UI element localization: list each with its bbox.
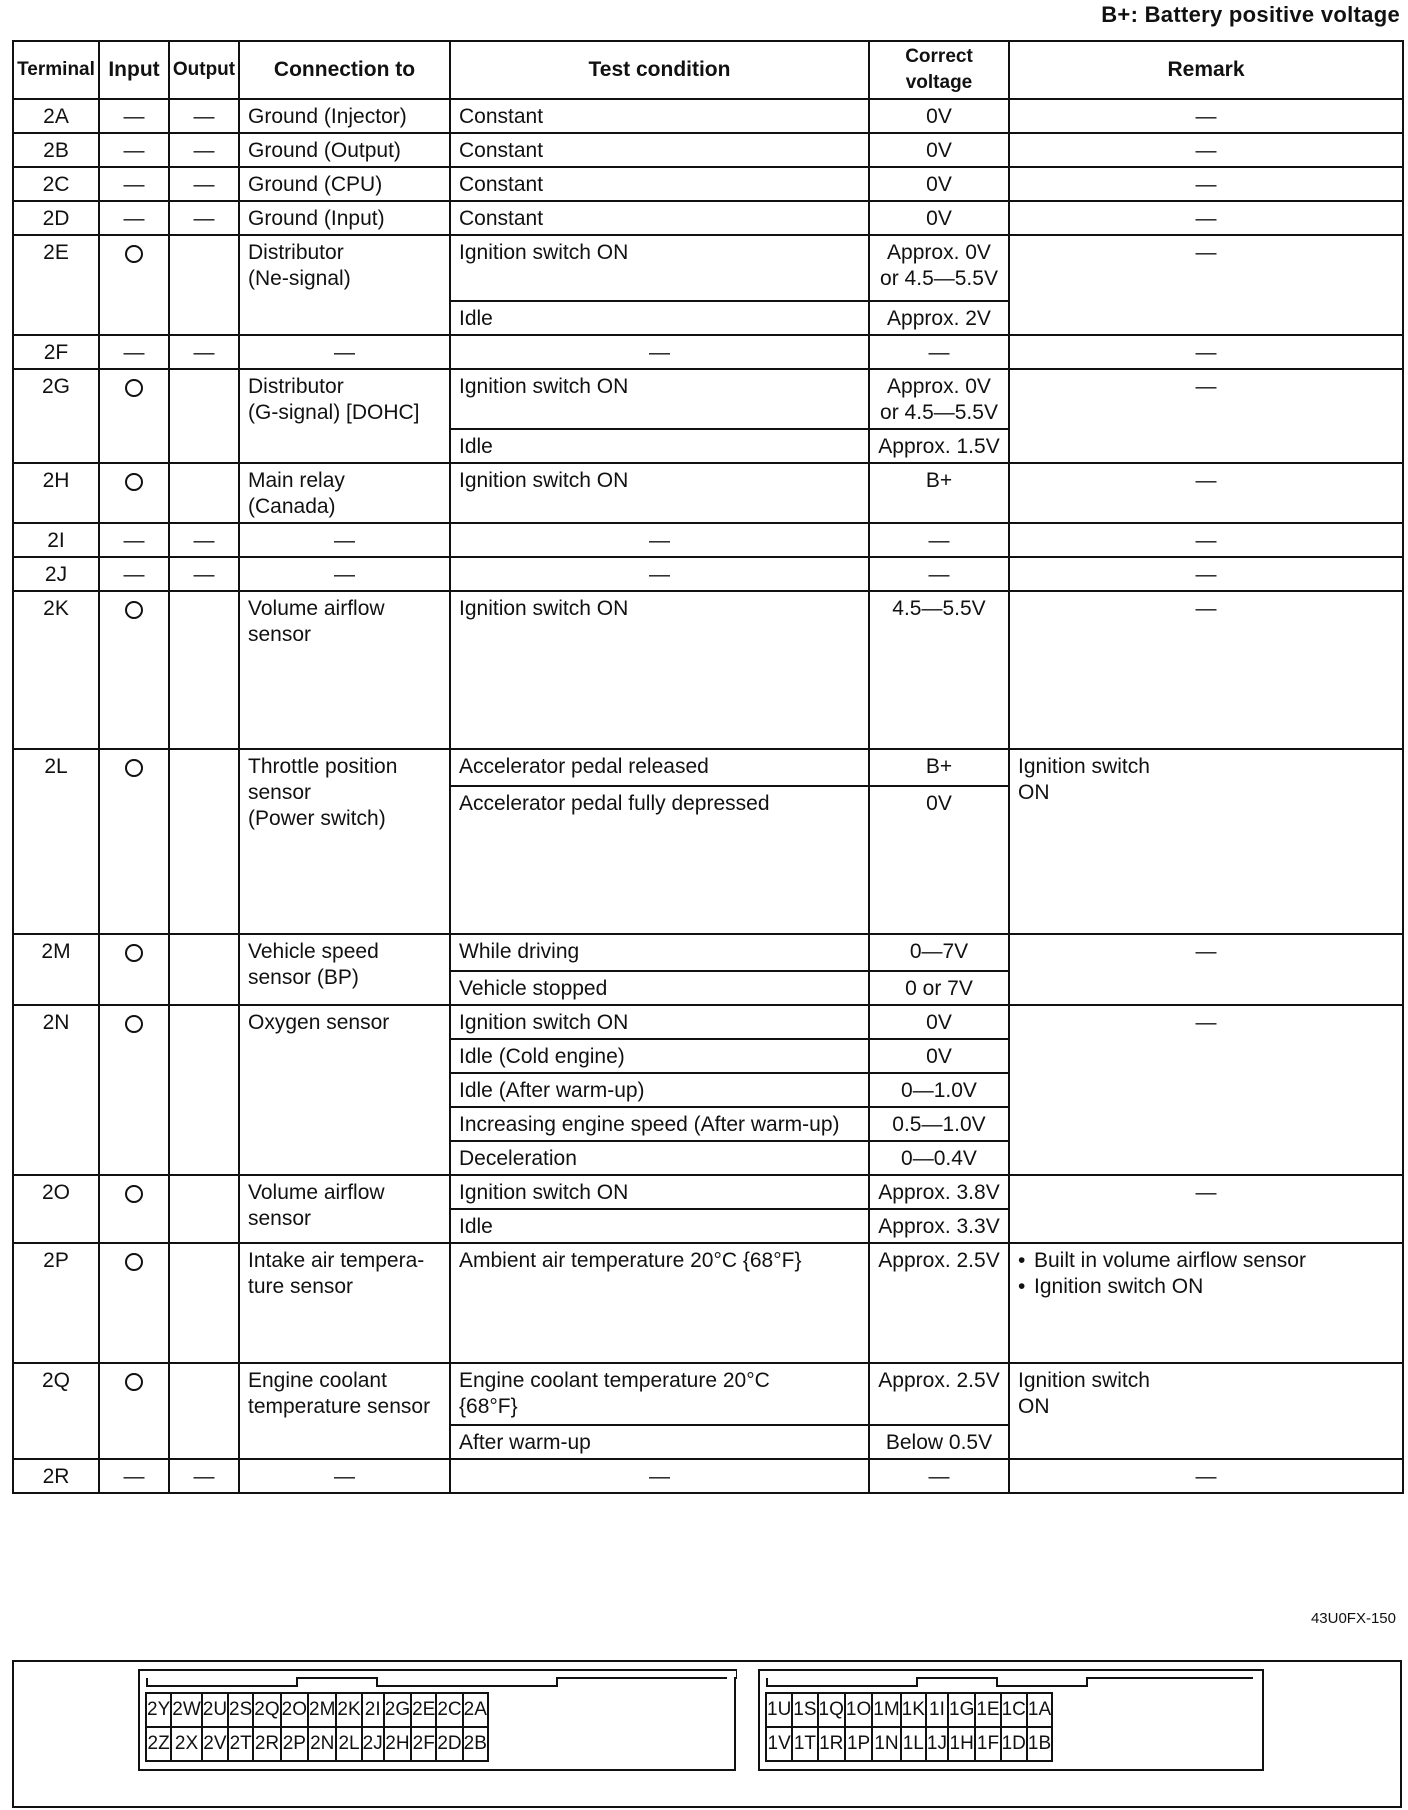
connection-cell: Volume airflow sensor — [239, 591, 450, 749]
connector-pin: 1N — [872, 1727, 900, 1761]
connection-cell: Intake air tempera- ture sensor — [239, 1243, 450, 1363]
input-circle-icon — [125, 601, 143, 619]
output-cell — [169, 1175, 239, 1243]
terminal-cell: 2H — [13, 463, 99, 523]
connection-cell: — — [239, 1459, 450, 1493]
remark-cell: — — [1009, 1005, 1403, 1175]
remark-cell: — — [1009, 235, 1403, 335]
test-condition-cell: Idle (After warm-up) — [450, 1073, 869, 1107]
test-condition-cell: Ignition switch ON — [450, 235, 869, 301]
voltage-cell: — — [869, 523, 1009, 557]
connector-1-pins — [765, 1692, 1053, 1762]
connector-pin: 1E — [975, 1693, 1000, 1727]
terminal-cell: 2E — [13, 235, 99, 335]
output-cell: — — [169, 99, 239, 133]
test-condition-cell: Vehicle stopped — [450, 971, 869, 1005]
connector-pin: 2X — [171, 1727, 202, 1761]
voltage-cell: Approx. 2.5V — [869, 1363, 1009, 1425]
connector-pin: 1I — [926, 1693, 948, 1727]
remark-cell: — — [1009, 369, 1403, 463]
test-condition-cell: While driving — [450, 934, 869, 971]
connector-pin-row — [766, 1693, 1052, 1727]
table-row — [13, 99, 1403, 133]
terminal-cell: 2M — [13, 934, 99, 1005]
test-condition-cell: Ignition switch ON — [450, 369, 869, 429]
connection-cell: Volume airflow sensor — [239, 1175, 450, 1243]
input-cell — [99, 1363, 169, 1459]
col-connection: Connection to — [239, 41, 450, 99]
col-correct-voltage: Correct voltage — [869, 41, 1009, 99]
test-condition-cell: Idle — [450, 301, 869, 335]
test-condition-cell: — — [450, 557, 869, 591]
voltage-cell: — — [869, 557, 1009, 591]
voltage-cell: Approx. 3.8V — [869, 1175, 1009, 1209]
output-cell — [169, 235, 239, 335]
connector-pin: 2P — [281, 1727, 308, 1761]
input-cell — [99, 1243, 169, 1363]
connector-pin: 2Q — [253, 1693, 280, 1727]
connector-pin: 2V — [202, 1727, 228, 1761]
remark-cell: Ignition switch ON — [1009, 1363, 1403, 1459]
output-cell — [169, 463, 239, 523]
input-cell: — — [99, 167, 169, 201]
remark-cell: — — [1009, 463, 1403, 523]
voltage-cell: 0—7V — [869, 934, 1009, 971]
connection-cell: — — [239, 335, 450, 369]
input-cell: — — [99, 335, 169, 369]
table-row — [13, 1459, 1403, 1493]
remark-cell: — — [1009, 557, 1403, 591]
connector-2-pins — [145, 1692, 489, 1762]
connector-pin: 1B — [1027, 1727, 1052, 1761]
voltage-cell: B+ — [869, 463, 1009, 523]
connection-cell: Main relay (Canada) — [239, 463, 450, 523]
table-row — [13, 201, 1403, 235]
test-condition-cell: Ignition switch ON — [450, 591, 869, 749]
connection-cell: Ground (Output) — [239, 133, 450, 167]
input-cell — [99, 235, 169, 335]
output-cell — [169, 1363, 239, 1459]
voltage-cell: 0V — [869, 133, 1009, 167]
table-row — [13, 235, 1403, 301]
voltage-cell: 0V — [869, 201, 1009, 235]
terminal-cell: 2P — [13, 1243, 99, 1363]
input-circle-icon — [125, 759, 143, 777]
voltage-cell: 0—0.4V — [869, 1141, 1009, 1175]
test-condition-cell: Deceleration — [450, 1141, 869, 1175]
connector-pin: 2F — [411, 1727, 436, 1761]
voltage-cell: 0V — [869, 99, 1009, 133]
connector-pin: 2M — [308, 1693, 336, 1727]
connector-pin: 2I — [362, 1693, 384, 1727]
connector-pin: 1F — [975, 1727, 1000, 1761]
test-condition-cell: Ignition switch ON — [450, 463, 869, 523]
table-row — [13, 1363, 1403, 1425]
table-row — [13, 463, 1403, 523]
output-cell — [169, 934, 239, 1005]
voltage-cell: Approx. 2V — [869, 301, 1009, 335]
voltage-cell: 4.5—5.5V — [869, 591, 1009, 749]
connection-cell: Ground (Injector) — [239, 99, 450, 133]
test-condition-cell: Idle — [450, 429, 869, 463]
input-cell: — — [99, 201, 169, 235]
connector-pin: 2J — [362, 1727, 384, 1761]
remark-cell: — — [1009, 1459, 1403, 1493]
remark-item: • Built in volume airflow sensor — [1018, 1248, 1394, 1274]
input-circle-icon — [125, 245, 143, 263]
connector-pin: 2D — [436, 1727, 462, 1761]
output-cell: — — [169, 167, 239, 201]
table-row — [13, 369, 1403, 429]
output-cell: — — [169, 335, 239, 369]
input-cell — [99, 369, 169, 463]
connector-pin: 1T — [792, 1727, 817, 1761]
table-row — [13, 557, 1403, 591]
remark-cell: — — [1009, 934, 1403, 1005]
input-circle-icon — [125, 1185, 143, 1203]
voltage-cell: — — [869, 1459, 1009, 1493]
connector-pin: 2B — [463, 1727, 488, 1761]
connector-pin: 1P — [845, 1727, 872, 1761]
connection-cell: Ground (CPU) — [239, 167, 450, 201]
input-cell — [99, 1175, 169, 1243]
connector-pin: 2W — [171, 1693, 202, 1727]
terminal-cell: 2A — [13, 99, 99, 133]
remark-list — [1018, 1248, 1394, 1300]
connector-pin: 1U — [766, 1693, 792, 1727]
terminal-voltage-table — [12, 40, 1404, 1494]
voltage-cell: Approx. 0V or 4.5—5.5V — [869, 369, 1009, 429]
input-cell: — — [99, 557, 169, 591]
terminal-cell: 2D — [13, 201, 99, 235]
connector-pin: 2R — [253, 1727, 280, 1761]
table-header-row — [13, 41, 1403, 99]
connector-pin: 2K — [336, 1693, 361, 1727]
remark-cell: — — [1009, 201, 1403, 235]
voltage-cell: Approx. 0V or 4.5—5.5V — [869, 235, 1009, 301]
connector-pin: 1L — [901, 1727, 926, 1761]
remark-item: • Ignition switch ON — [1018, 1274, 1394, 1300]
input-cell: — — [99, 133, 169, 167]
input-cell — [99, 934, 169, 1005]
col-output: Output — [169, 41, 239, 99]
table-row — [13, 133, 1403, 167]
voltage-cell: 0.5—1.0V — [869, 1107, 1009, 1141]
voltage-cell: 0—1.0V — [869, 1073, 1009, 1107]
table-row — [13, 749, 1403, 786]
voltage-cell: Approx. 1.5V — [869, 429, 1009, 463]
table-row — [13, 1005, 1403, 1039]
input-cell — [99, 591, 169, 749]
output-cell: — — [169, 1459, 239, 1493]
connector-pin: 1C — [1001, 1693, 1027, 1727]
connector-pin: 1D — [1001, 1727, 1027, 1761]
connection-cell: Distributor (G-signal) [DOHC] — [239, 369, 450, 463]
connector-pin: 1Q — [818, 1693, 845, 1727]
voltage-cell: 0V — [869, 786, 1009, 934]
connection-cell: — — [239, 523, 450, 557]
terminal-cell: 2Q — [13, 1363, 99, 1459]
terminal-cell: 2C — [13, 167, 99, 201]
connection-cell: Throttle position sensor (Power switch) — [239, 749, 450, 934]
output-cell: — — [169, 523, 239, 557]
table-row — [13, 934, 1403, 971]
input-circle-icon — [125, 944, 143, 962]
remark-cell: — — [1009, 133, 1403, 167]
test-condition-cell: Engine coolant temperature 20°C {68°F} — [450, 1363, 869, 1425]
battery-voltage-note: B+: Battery positive voltage — [1101, 2, 1400, 27]
terminal-cell: 2K — [13, 591, 99, 749]
voltage-cell: Approx. 3.3V — [869, 1209, 1009, 1243]
connector-pin-row — [146, 1727, 488, 1761]
table-row — [13, 335, 1403, 369]
remark-cell: — — [1009, 167, 1403, 201]
col-input: Input — [99, 41, 169, 99]
connector-pin: 2O — [281, 1693, 308, 1727]
input-cell: — — [99, 523, 169, 557]
terminal-cell: 2L — [13, 749, 99, 934]
connection-cell: Distributor (Ne-signal) — [239, 235, 450, 335]
input-cell: — — [99, 99, 169, 133]
connection-cell: — — [239, 557, 450, 591]
input-circle-icon — [125, 473, 143, 491]
connector-pin: 2H — [384, 1727, 411, 1761]
table-row — [13, 167, 1403, 201]
remark-cell: — — [1009, 1175, 1403, 1243]
connection-cell: Ground (Input) — [239, 201, 450, 235]
connector-pin: 2Z — [146, 1727, 171, 1761]
input-circle-icon — [125, 1373, 143, 1391]
terminal-cell: 2R — [13, 1459, 99, 1493]
input-circle-icon — [125, 1253, 143, 1271]
terminal-cell: 2F — [13, 335, 99, 369]
terminal-cell: 2J — [13, 557, 99, 591]
output-cell: — — [169, 201, 239, 235]
connector-pin: 2U — [202, 1693, 228, 1727]
test-condition-cell: Accelerator pedal fully depressed — [450, 786, 869, 934]
connector-pin: 1H — [948, 1727, 975, 1761]
output-cell — [169, 369, 239, 463]
voltage-cell: 0V — [869, 167, 1009, 201]
test-condition-cell: Ignition switch ON — [450, 1005, 869, 1039]
terminal-cell: 2I — [13, 523, 99, 557]
voltage-cell: Approx. 2.5V — [869, 1243, 1009, 1363]
connector-pin: 1J — [926, 1727, 948, 1761]
input-cell — [99, 749, 169, 934]
connector-pin: 2L — [336, 1727, 361, 1761]
terminal-cell: 2B — [13, 133, 99, 167]
connector-pin: 1R — [818, 1727, 845, 1761]
output-cell: — — [169, 133, 239, 167]
connector-pin-row — [766, 1727, 1052, 1761]
connector-pin: 2E — [411, 1693, 436, 1727]
voltage-cell: B+ — [869, 749, 1009, 786]
voltage-cell: 0V — [869, 1039, 1009, 1073]
connection-cell: Oxygen sensor — [239, 1005, 450, 1175]
remark-cell — [1009, 1243, 1403, 1363]
col-test-condition: Test condition — [450, 41, 869, 99]
output-cell — [169, 1005, 239, 1175]
test-condition-cell: Constant — [450, 201, 869, 235]
test-condition-cell: Accelerator pedal released — [450, 749, 869, 786]
connector-pin: 2Y — [146, 1693, 171, 1727]
table-row — [13, 1243, 1403, 1363]
figure-code: 43U0FX-150 — [1310, 1610, 1396, 1627]
test-condition-cell: Increasing engine speed (After warm-up) — [450, 1107, 869, 1141]
input-circle-icon — [125, 379, 143, 397]
connection-cell: Vehicle speed sensor (BP) — [239, 934, 450, 1005]
connector-pin-row — [146, 1693, 488, 1727]
test-condition-cell: — — [450, 523, 869, 557]
input-cell: — — [99, 1459, 169, 1493]
test-condition-cell: Constant — [450, 99, 869, 133]
test-condition-cell: Ambient air temperature 20°C {68°F} — [450, 1243, 869, 1363]
output-cell: — — [169, 557, 239, 591]
connector-pin: 1G — [948, 1693, 975, 1727]
remark-cell: — — [1009, 523, 1403, 557]
remark-cell: Ignition switch ON — [1009, 749, 1403, 934]
terminal-cell: 2O — [13, 1175, 99, 1243]
voltage-cell: Below 0.5V — [869, 1425, 1009, 1459]
connector-pin: 2G — [384, 1693, 411, 1727]
input-cell — [99, 1005, 169, 1175]
test-condition-cell: — — [450, 1459, 869, 1493]
connector-pin: 1O — [845, 1693, 872, 1727]
test-condition-cell: Constant — [450, 133, 869, 167]
col-terminal: Terminal — [13, 41, 99, 99]
connector-pin: 1M — [872, 1693, 900, 1727]
test-condition-cell: After warm-up — [450, 1425, 869, 1459]
voltage-cell: — — [869, 335, 1009, 369]
test-condition-cell: Constant — [450, 167, 869, 201]
connector-pin: 1V — [766, 1727, 792, 1761]
output-cell — [169, 1243, 239, 1363]
connector-pin: 2A — [463, 1693, 488, 1727]
connector-pin: 1S — [792, 1693, 817, 1727]
connector-pin: 1A — [1027, 1693, 1052, 1727]
input-cell — [99, 463, 169, 523]
table-row — [13, 591, 1403, 749]
voltage-cell: 0 or 7V — [869, 971, 1009, 1005]
output-cell — [169, 749, 239, 934]
output-cell — [169, 591, 239, 749]
connector-pin: 2T — [228, 1727, 253, 1761]
col-remark: Remark — [1009, 41, 1403, 99]
connection-cell: Engine coolant temperature sensor — [239, 1363, 450, 1459]
test-condition-cell: Idle — [450, 1209, 869, 1243]
table-row — [13, 523, 1403, 557]
voltage-cell: 0V — [869, 1005, 1009, 1039]
remark-cell: — — [1009, 335, 1403, 369]
test-condition-cell: — — [450, 335, 869, 369]
connector-pin: 2N — [308, 1727, 336, 1761]
input-circle-icon — [125, 1015, 143, 1033]
terminal-cell: 2N — [13, 1005, 99, 1175]
connector-pin: 2S — [228, 1693, 253, 1727]
table-row — [13, 1175, 1403, 1209]
remark-cell: — — [1009, 591, 1403, 749]
remark-cell: — — [1009, 99, 1403, 133]
terminal-cell: 2G — [13, 369, 99, 463]
connector-pin: 2C — [436, 1693, 462, 1727]
connector-pin: 1K — [901, 1693, 926, 1727]
test-condition-cell: Ignition switch ON — [450, 1175, 869, 1209]
test-condition-cell: Idle (Cold engine) — [450, 1039, 869, 1073]
